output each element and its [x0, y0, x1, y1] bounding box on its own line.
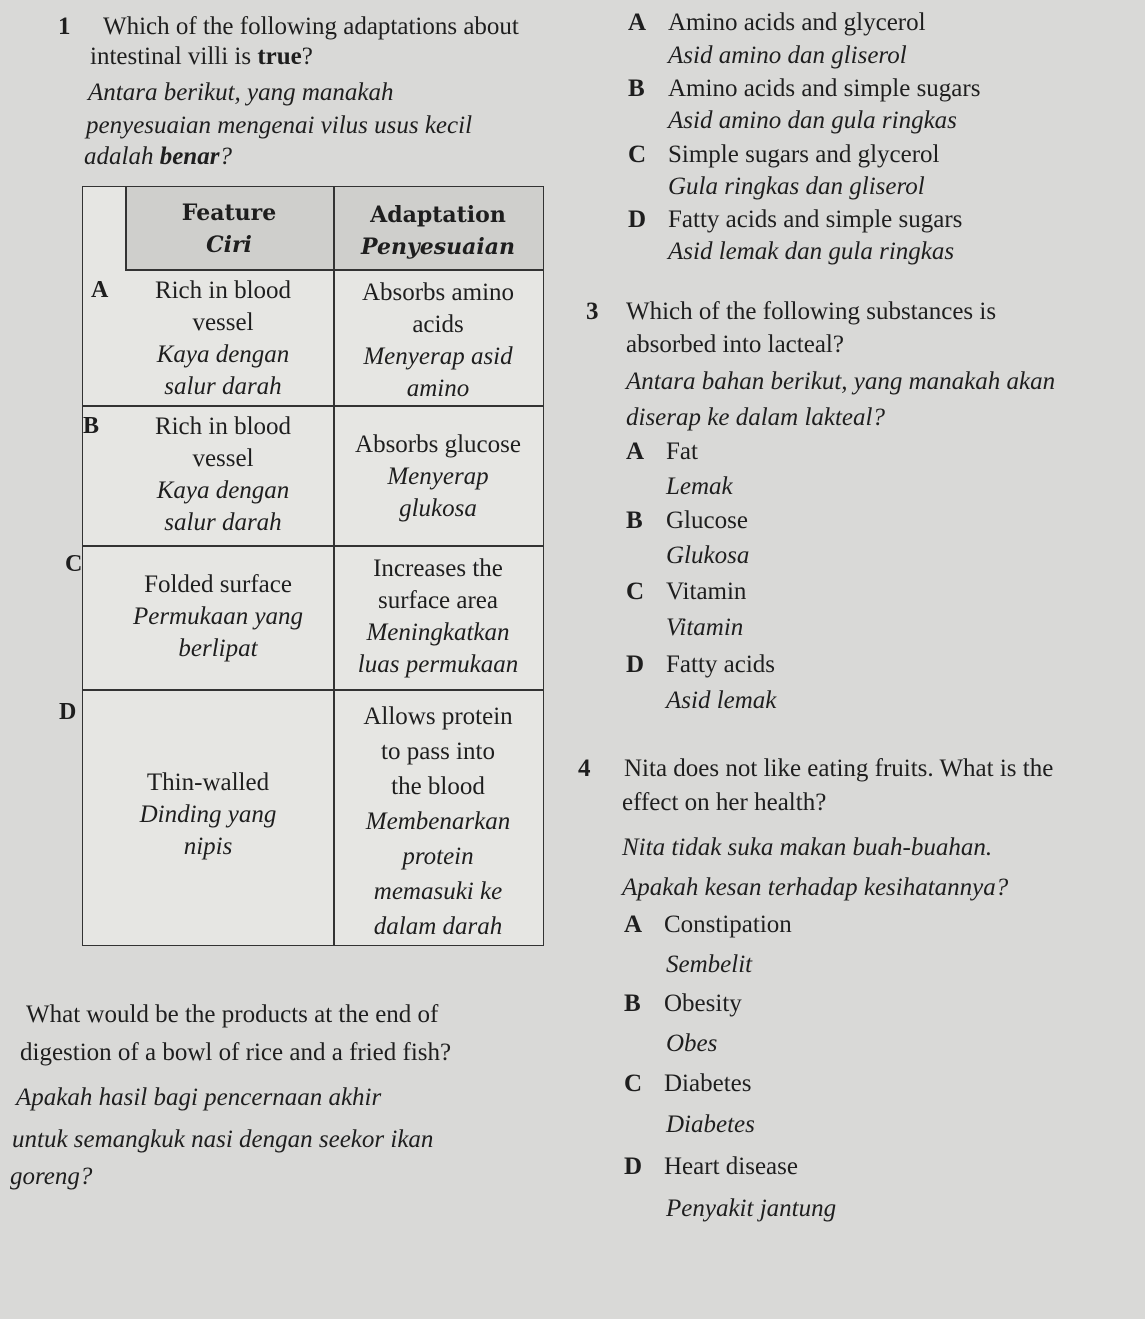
q1-stem-ms-line3: adalah benar?	[84, 143, 232, 170]
row-b-label: B	[83, 413, 100, 439]
q1-stem-ms-line1: Antara berikut, yang manakah	[88, 79, 394, 106]
q4-option-d-ms: Penyakit jantung	[666, 1195, 837, 1222]
q4-stem-en-line1: Nita does not like eating fruits. What is the	[624, 755, 1054, 782]
q3-stem-en-line1: Which of the following substances is	[626, 298, 997, 325]
q4-option-a: A Constipation	[624, 911, 792, 938]
q4-option-d: D Heart disease	[624, 1153, 798, 1180]
q3-option-c: C Vitamin	[626, 578, 747, 605]
q2-stem-en-line2: digestion of a bowl of rice and a fried fish?	[20, 1039, 452, 1066]
q3-number: 3	[586, 298, 599, 325]
row-d-label: D	[59, 699, 77, 725]
q1-stem-en-line2: intestinal villi is true?	[90, 43, 313, 70]
q2-option-b: B Amino acids and simple sugars	[628, 75, 981, 102]
q2-option-c: C Simple sugars and glycerol	[628, 141, 940, 168]
q2-option-c-ms: Gula ringkas dan gliserol	[668, 173, 925, 200]
header-feature: Feature Ciri	[181, 200, 277, 258]
q3-option-b-ms: Glukosa	[666, 542, 750, 569]
q2-stem-en-line1: What would be the products at the end of	[26, 1001, 439, 1028]
q4-option-a-ms: Sembelit	[666, 951, 753, 978]
row-c-adaptation: Increases the surface area Meningkatkan luas permukaan	[357, 555, 519, 678]
q2-option-a: A Amino acids and glycerol	[628, 9, 926, 36]
row-d-feature: Thin-walled Dinding yang nipis	[139, 769, 277, 860]
row-a-label: A	[91, 277, 109, 303]
q1-table	[59, 186, 544, 946]
q2-option-b-ms: Asid amino dan gula ringkas	[668, 107, 957, 134]
q2-option-a-ms: Asid amino dan gliserol	[668, 42, 907, 69]
q2-stem-ms-line1: Apakah hasil bagi pencernaan akhir	[16, 1084, 382, 1111]
row-c-label: C	[65, 551, 83, 577]
q4-option-b-ms: Obes	[666, 1030, 718, 1057]
q4-number: 4	[578, 755, 591, 782]
row-b-adaptation: Absorbs glucose Menyerap glukosa	[355, 431, 521, 522]
q3-stem-ms-line2: diserap ke dalam lakteal?	[626, 404, 885, 431]
q4-option-c: C Diabetes	[624, 1070, 752, 1097]
q3-stem-en-line2: absorbed into lacteal?	[626, 331, 844, 358]
q2-option-d: D Fatty acids and simple sugars	[628, 206, 963, 233]
q4-stem-ms-line2: Apakah kesan terhadap kesihatannya?	[622, 874, 1009, 901]
q3-option-b: B Glucose	[626, 507, 748, 534]
q4-option-c-ms: Diabetes	[666, 1111, 755, 1138]
row-a-adaptation: Absorbs amino acids Menyerap asid amino	[361, 279, 515, 402]
q3-stem-ms-line1: Antara bahan berikut, yang manakah akan	[626, 368, 1056, 395]
q4-option-b: B Obesity	[624, 990, 742, 1017]
q3-option-c-ms: Vitamin	[666, 614, 744, 641]
q1-number: 1	[58, 13, 71, 40]
q2-option-d-ms: Asid lemak dan gula ringkas	[668, 238, 955, 265]
row-c-feature: Folded surface Permukaan yang berlipat	[132, 571, 304, 662]
q2-stem-ms-line2: untuk semangkuk nasi dengan seekor ikan	[12, 1126, 434, 1153]
row-d-adaptation: Allows protein to pass into the blood Membenarkan protein memasuki ke dalam darah	[363, 703, 513, 940]
q3-option-d-ms: Asid lemak	[666, 687, 777, 714]
row-b-feature: Rich in blood vessel Kaya dengan salur darah	[154, 413, 292, 536]
q4-stem-ms-line1: Nita tidak suka makan buah-buahan.	[622, 834, 993, 861]
header-adaptation: Adaptation Penyesuaian	[361, 202, 515, 260]
row-a-feature: Rich in blood vessel Kaya dengan salur darah	[154, 277, 292, 400]
q3-option-d: D Fatty acids	[626, 651, 776, 678]
q3-option-a: A Fat	[626, 438, 698, 465]
q3-option-a-ms: Lemak	[666, 473, 733, 500]
q4-stem-en-line2: effect on her health?	[622, 789, 827, 816]
q1-stem-en-line1: Which of the following adaptations about	[103, 13, 519, 40]
q2-stem-ms-line3: goreng?	[10, 1163, 93, 1190]
q1-stem-ms-line2: penyesuaian mengenai vilus usus kecil	[86, 112, 473, 139]
